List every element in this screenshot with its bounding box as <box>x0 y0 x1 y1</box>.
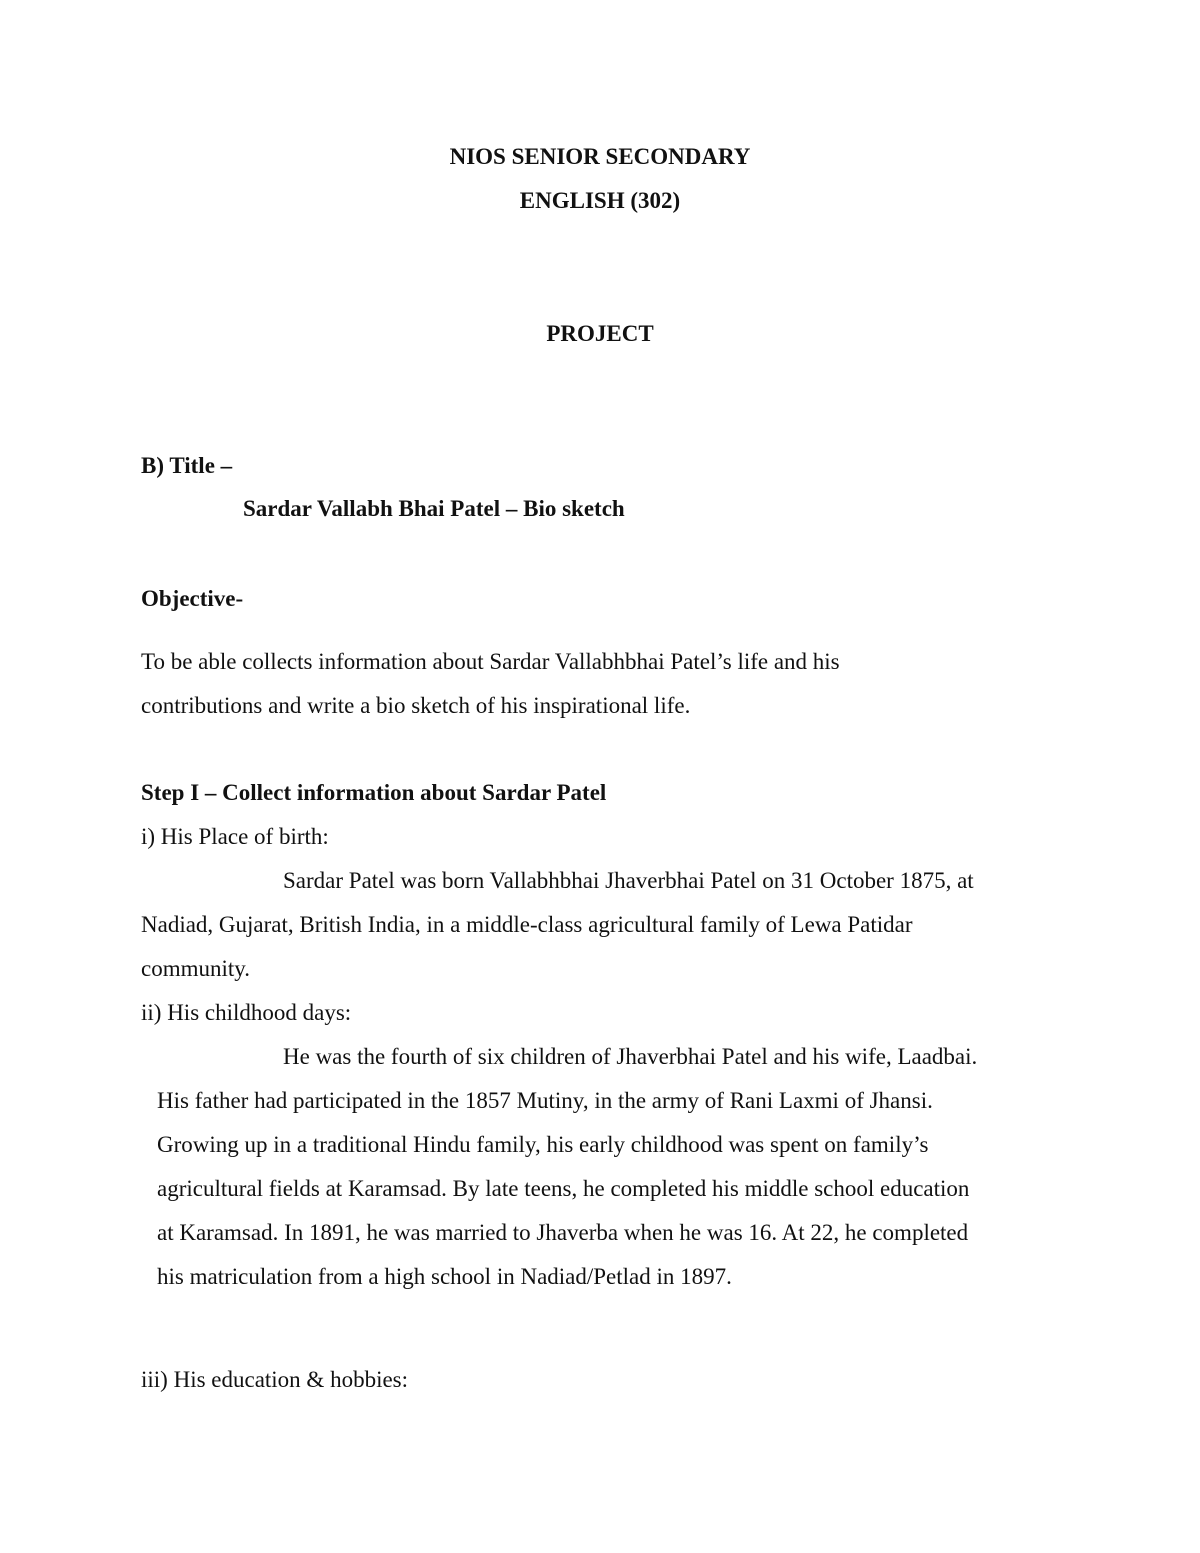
title-label: B) Title – <box>141 453 233 478</box>
birth-line-1: Sardar Patel was born Vallabhbhai Jhaverbhai Patel on 31 October 1875, at <box>283 868 974 893</box>
childhood-line-2: His father had participated in the 1857 Mutiny, in the army of Rani Laxmi of Jhansi. <box>157 1088 933 1113</box>
bio-sketch-title: Sardar Vallabh Bhai Patel – Bio sketch <box>243 496 625 521</box>
childhood-line-5: at Karamsad. In 1891, he was married to Jhaverba when he was 16. At 22, he completed <box>157 1220 969 1245</box>
objective-line-2: contributions and write a bio sketch of his inspirational life. <box>141 693 691 718</box>
objective-heading: Objective- <box>141 586 244 611</box>
childhood-line-4: agricultural fields at Karamsad. By late teens, he completed his middle school education <box>157 1176 970 1201</box>
childhood-line-6: his matriculation from a high school in Nadiad/Petlad in 1897. <box>157 1264 732 1289</box>
header-project: PROJECT <box>546 321 654 346</box>
childhood-line-3: Growing up in a traditional Hindu family, his early childhood was spent on family’s <box>157 1132 929 1157</box>
childhood-line-1: He was the fourth of six children of Jhaverbhai Patel and his wife, Laadbai. <box>283 1044 978 1069</box>
step1-heading: Step I – Collect information about Sardar Patel <box>141 780 607 805</box>
header-institution: NIOS SENIOR SECONDARY <box>449 144 751 169</box>
childhood-subheading: ii) His childhood days: <box>141 1000 352 1025</box>
birth-line-3: community. <box>141 956 251 981</box>
birth-line-2: Nadiad, Gujarat, British India, in a middle-class agricultural family of Lewa Patidar <box>141 912 913 937</box>
birth-subheading: i) His Place of birth: <box>141 824 329 849</box>
header-subject: ENGLISH (302) <box>519 188 681 213</box>
education-subheading: iii) His education & hobbies: <box>141 1367 409 1392</box>
objective-line-1: To be able collects information about Sardar Vallabhbhai Patel’s life and his <box>141 649 840 674</box>
